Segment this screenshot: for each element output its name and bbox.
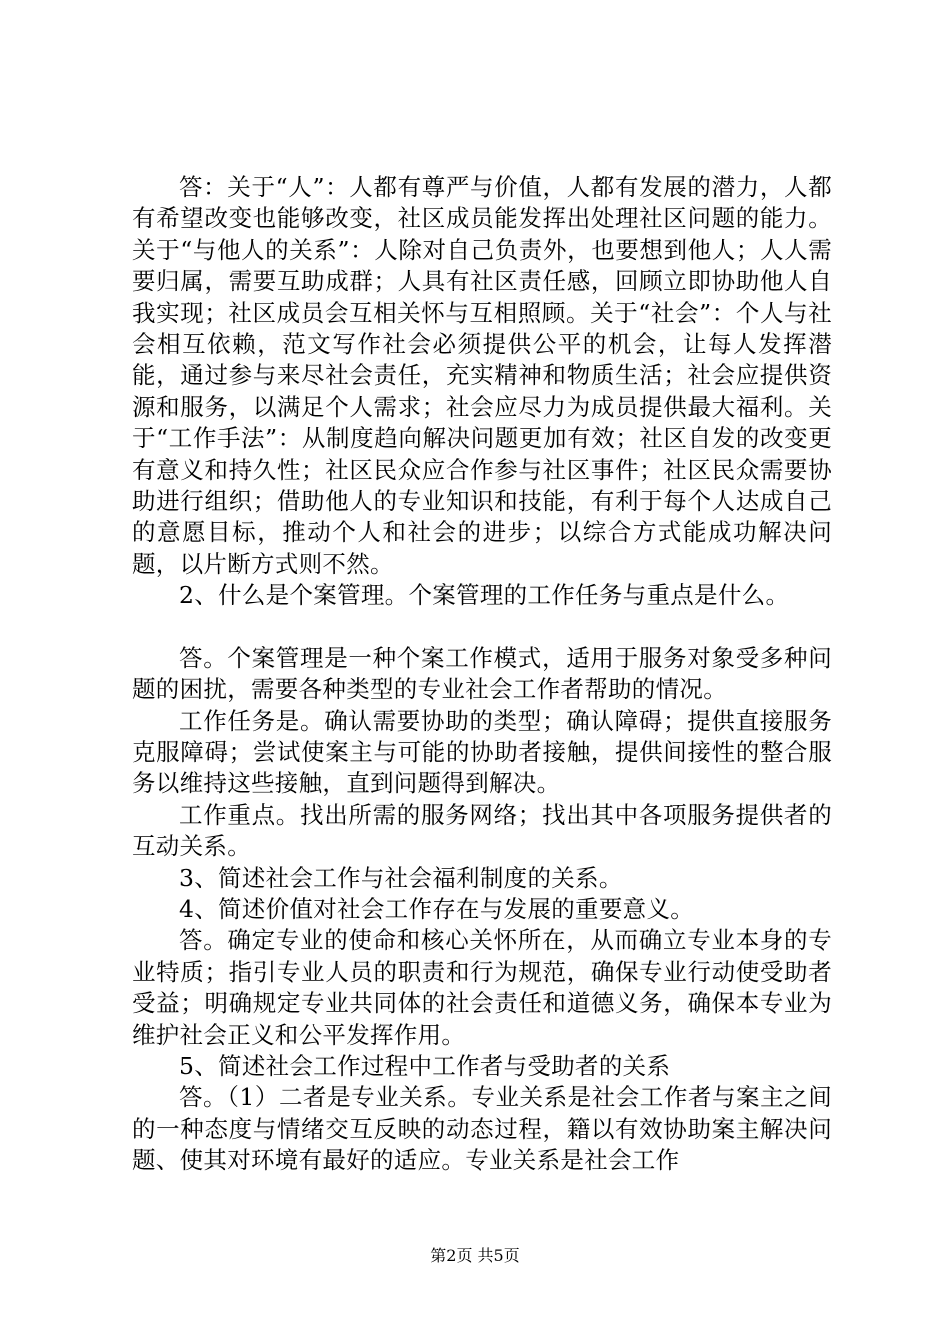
question-5: 5、简述社会工作过程中工作者与受助者的关系 <box>179 1051 671 1080</box>
paragraph-answer-4: 答。确定专业的使命和核心关怀所在，从而确立专业本身的专业特质；指引专业人员的职责和行为规范，确保专业行动使受助者受益；明确规定专业共同体的社会责任和道德义务，确保本专业为维护社会正义和公平发挥作用。 <box>132 926 832 1049</box>
paragraph-gap <box>132 612 832 643</box>
question-3: 3、简述社会工作与社会福利制度的关系。 <box>179 863 623 892</box>
document-body <box>132 172 832 1177</box>
paragraph-answer-5: 答。（1）二者是专业关系。专业关系是社会工作者与案主之间的一种态度与情绪交互反映的动态过程，籍以有效协助案主解决问题、使其对环境有最好的适应。专业关系是社会工作 <box>132 1083 832 1175</box>
paragraph-answer-1: 答：关于“人”：人都有尊严与价值，人都有发展的潜力，人都有希望改变也能够改变，社区成员能发挥出处理社区问题的能力。关于“与他人的关系”：人除对自己负责外，也要想到他人；人人需要归属，需要互助成群；人具有社区责任感，回顾立即协助他人自我实现；社区成员会互相关怀与互相照顾。关于“社会”：个人与社会相互依赖，范文写作社会必须提供公平的机会，让每人发挥潜能，通过参与来尽社会责任，充实精神和物质生活；社会应提供资源和服务，以满足个人需求；社会应尽力为成员提供最大福利。关于“工作手法”：从制度趋向解决问题更加有效；社区自发的改变更有意义和持久性；社区民众应合作参与社区事件；社区民众需要协助进行组织；借助他人的专业知识和技能，有利于每个人达成自己的意愿目标，推动个人和社会的进步；以综合方式能成功解决问题，以片断方式则不然。 <box>132 173 832 578</box>
question-2: 2、什么是个案管理。个案管理的工作任务与重点是什么。 <box>179 581 790 610</box>
paragraph-answer-2: 答。个案管理是一种个案工作模式，适用于服务对象受多种问题的困扰，需要各种类型的专业社会工作者帮助的情况。 <box>132 643 832 704</box>
question-4: 4、简述价值对社会工作存在与发展的重要意义。 <box>179 894 695 923</box>
paragraph-work-tasks: 工作任务是。确认需要协助的类型；确认障碍；提供直接服务克服障碍；尝试使案主与可能的协助者接触，提供间接性的整合服务以维持这些接触，直到问题得到解决。 <box>132 706 832 798</box>
page-number-footer: 第2页 共5页 <box>430 1246 520 1265</box>
paragraph-work-focus: 工作重点。找出所需的服务网络；找出其中各项服务提供者的互动关系。 <box>132 800 832 861</box>
